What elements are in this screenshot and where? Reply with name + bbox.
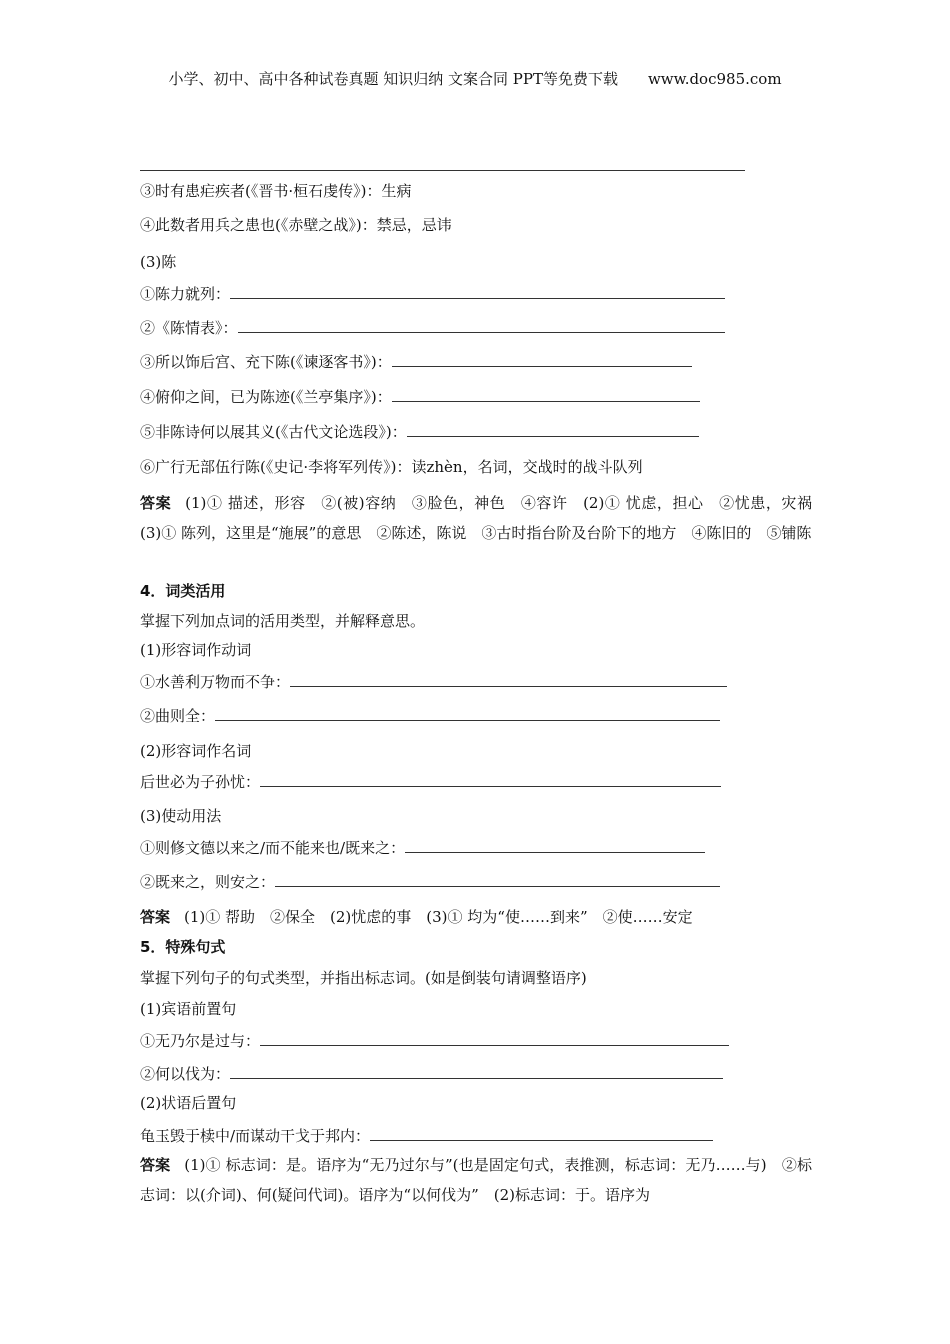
fill-blank-item <box>140 318 725 338</box>
fill-blank-item <box>140 422 699 442</box>
sub-heading <box>140 806 221 826</box>
answer-block-3 <box>140 1150 812 1210</box>
answer-blank[interactable] <box>407 422 699 437</box>
answer-text: (1)① 描述，形容 ②(被)容纳 ③脸色，神色 ④容许 (2)① 忧虑，担心 ②忧患，灾祸 (3)① 陈列，这里是“施展”的意思 ②陈述，陈说 ③古时指台阶及台阶下的地方 ④陈旧的 ⑤铺陈 <box>140 494 828 542</box>
fill-blank-item <box>140 872 720 892</box>
answer-blank[interactable] <box>275 872 720 887</box>
answer-text: (1)① 标志词：是。语序为“无乃过尔与”(也是固定句式，表推测，标志词：无乃……与) ②标志词：以(介词)、何(疑问代词)。语序为“以何伐为” (2)标志词：于。语序为 <box>140 1156 812 1204</box>
line-text: ⑥广行无部伍行陈(《史记·李将军列传》)：读zhèn，名词，交战时的战斗队列 <box>140 458 643 476</box>
line-text: ②何以伐为： <box>140 1065 231 1083</box>
answer-blank[interactable] <box>392 387 700 402</box>
line-text: (2)形容词作名词 <box>140 742 252 760</box>
line-text: (3)陈 <box>140 253 177 271</box>
fill-blank-item <box>140 772 721 792</box>
line-item <box>140 457 643 477</box>
line-text: ②既来之，则安之： <box>140 873 276 891</box>
line-text: (1)形容词作动词 <box>140 641 252 659</box>
fill-blank-item <box>140 1031 729 1051</box>
answer-blank[interactable] <box>290 672 727 687</box>
answer-block-2 <box>140 902 812 932</box>
line-text: 5．特殊句式 <box>140 938 226 956</box>
fill-blank-item <box>140 672 727 692</box>
answer-label: 答案 <box>140 1156 171 1174</box>
sub-heading <box>140 1093 236 1113</box>
fill-blank-item <box>140 352 692 372</box>
answer-blank[interactable] <box>392 352 692 367</box>
answer-blank[interactable] <box>230 284 725 299</box>
line-text: (2)状语后置句 <box>140 1094 237 1112</box>
line-item <box>140 215 452 235</box>
fill-blank-item <box>140 1126 713 1146</box>
fill-blank-item <box>140 838 705 858</box>
sub-heading <box>140 741 251 761</box>
line-text: (1)宾语前置句 <box>140 1000 237 1018</box>
instruction <box>140 968 587 988</box>
answer-blank[interactable] <box>215 706 720 721</box>
section-heading <box>140 252 176 272</box>
line-text: ①无乃尔是过与： <box>140 1032 261 1050</box>
answer-blank[interactable] <box>260 772 721 787</box>
header-url[interactable]: www.doc985.com <box>647 70 782 88</box>
line-text: 掌握下列句子的句式类型，并指出标志词。(如是倒装句请调整语序) <box>140 969 587 987</box>
line-text: 掌握下列加点词的活用类型，并解释意思。 <box>140 612 426 630</box>
instruction <box>140 611 425 631</box>
answer-text: (1)① 帮助 ②保全 (2)忧虑的事 (3)① 均为“使……到来” ②使……安定 <box>184 908 693 926</box>
line-text: ④此数者用兵之患也(《赤壁之战》)：禁忌，忌讳 <box>140 216 452 234</box>
answer-blank[interactable] <box>230 1064 723 1079</box>
answer-block-1 <box>140 488 828 548</box>
line-text: ②曲则全： <box>140 707 216 725</box>
line-text: 后世必为子孙忧： <box>140 773 261 791</box>
answer-line-top <box>140 170 745 171</box>
line-text: ②《陈情表》： <box>140 319 238 337</box>
header-text: 小学、初中、高中各种试卷真题 知识归纳 文案合同 PPT等免费下载 <box>168 70 618 88</box>
line-text: ③所以饰后宫、充下陈(《谏逐客书》)： <box>140 353 392 371</box>
answer-label: 答案 <box>140 494 172 512</box>
line-text: ①陈力就列： <box>140 285 231 303</box>
fill-blank-item <box>140 1064 723 1084</box>
page-header <box>0 68 950 89</box>
answer-blank[interactable] <box>238 318 725 333</box>
answer-blank[interactable] <box>260 1031 729 1046</box>
section-heading <box>140 581 225 601</box>
line-text: ①则修文德以来之/而不能来也/既来之： <box>140 839 406 857</box>
line-text: (3)使动用法 <box>140 807 222 825</box>
line-text: 4．词类活用 <box>140 582 226 600</box>
sub-heading <box>140 640 251 660</box>
line-item <box>140 181 411 201</box>
line-text: ①水善利万物而不争： <box>140 673 291 691</box>
line-text: ⑤非陈诗何以展其义(《古代文论选段》)： <box>140 423 407 441</box>
answer-label: 答案 <box>140 908 171 926</box>
answer-blank[interactable] <box>370 1126 713 1141</box>
line-text: ③时有患疟疾者(《晋书·桓石虔传》)：生病 <box>140 182 412 200</box>
fill-blank-item <box>140 387 700 407</box>
line-text: ④俯仰之间，已为陈迹(《兰亭集序》)： <box>140 388 392 406</box>
answer-blank[interactable] <box>405 838 705 853</box>
section-heading <box>140 937 225 957</box>
sub-heading <box>140 999 236 1019</box>
fill-blank-item <box>140 706 720 726</box>
line-text: 龟玉毁于椟中/而谋动干戈于邦内： <box>140 1127 371 1145</box>
fill-blank-item <box>140 284 725 304</box>
